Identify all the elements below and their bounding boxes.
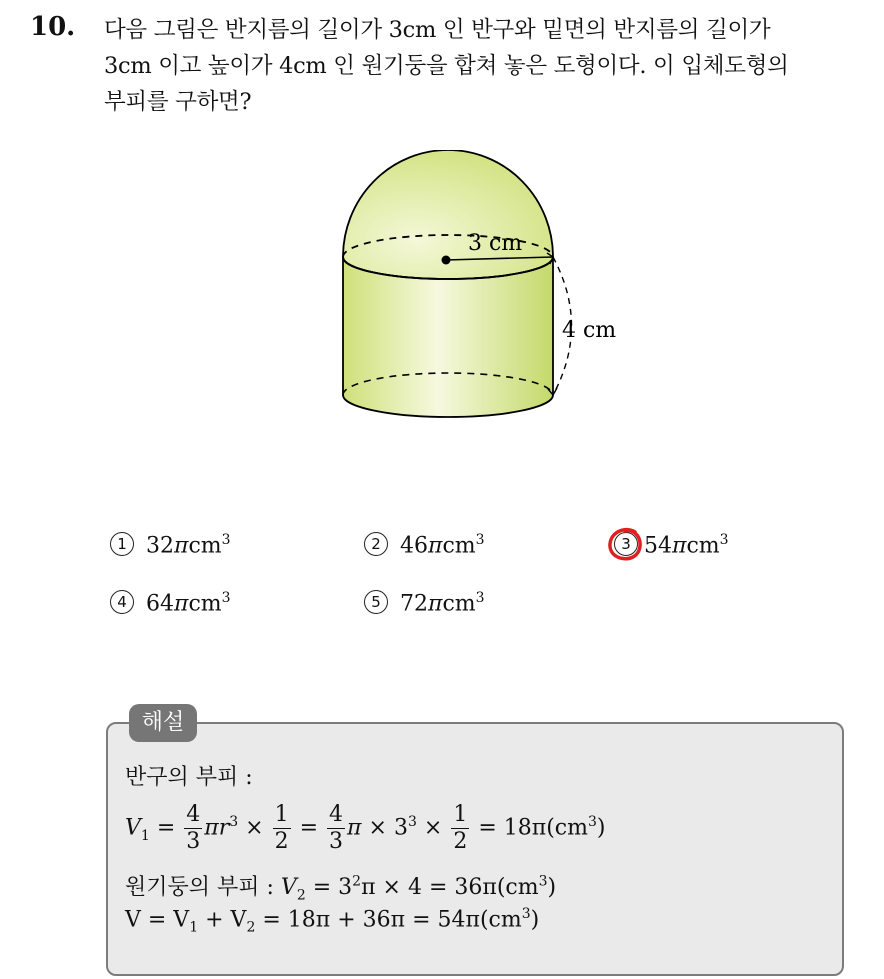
- solution-tag: 해설: [129, 704, 197, 742]
- choice-5[interactable]: 5 72πcm$^3$: [364, 590, 485, 616]
- solution-equation-2: 원기둥의 부피 : $V_2 = 3^2\pi \times 4 = 36\pi(cm^3)$: [125, 873, 557, 904]
- choice-2-number: 2: [364, 532, 388, 556]
- choice-4-number: 4: [110, 590, 134, 614]
- cylinder-body: [343, 257, 553, 417]
- question-text: [104, 12, 874, 120]
- question-line-1: 다음 그림은 반지름의 길이가 3cm 인 반구와 밑면의 반지름의 길이가: [104, 17, 771, 43]
- question-number: 10.: [30, 12, 76, 42]
- choice-2[interactable]: 2 46πcm$^3$: [364, 532, 485, 558]
- fraction-four-thirds: $\frac{4}{3}$: [186, 802, 201, 854]
- fraction-one-half-2: $\frac{1}{2}$: [453, 802, 468, 854]
- solid-figure: [300, 150, 640, 460]
- fraction-four-thirds-2: $\frac{4}{3}$: [329, 802, 344, 854]
- fraction-one-half: $\frac{1}{2}$: [274, 802, 289, 854]
- choice-1-number: 1: [110, 532, 134, 556]
- center-point: [442, 256, 451, 265]
- choice-3-number: 3: [614, 532, 638, 556]
- solution-heading-hemisphere: 반구의 부피 :: [125, 765, 253, 790]
- question-line-2: 3cm 이고 높이가 4cm 인 원기둥을 합쳐 놓은 도형이다. 이 입체도형의: [104, 53, 789, 79]
- solution-equation-3: $V = V_1 + V_2 = 18\pi + 36\pi = 54\pi(cm^3)$: [125, 906, 540, 936]
- question-line-3: 부피를 구하면?: [104, 89, 252, 115]
- choice-5-number: 5: [364, 590, 388, 614]
- choice-4[interactable]: 4 64πcm$^3$: [110, 590, 231, 616]
- choice-3[interactable]: 3 54πcm$^3$: [614, 532, 729, 558]
- choice-1[interactable]: 1 32πcm$^3$: [110, 532, 231, 558]
- solution-equation-1: $V_1$ = $\frac{4}{3}$ $\pi r^3$ × $\frac{1}{2}$ = $\frac{4}{3}$ $\pi \times 3^3$ × $\frac{1}{2}$ = $18\pi(cm^3)$: [125, 802, 606, 854]
- answer-mark-circle: [605, 524, 645, 564]
- height-label: 4 cm: [562, 318, 617, 343]
- radius-label: 3 cm: [468, 231, 523, 256]
